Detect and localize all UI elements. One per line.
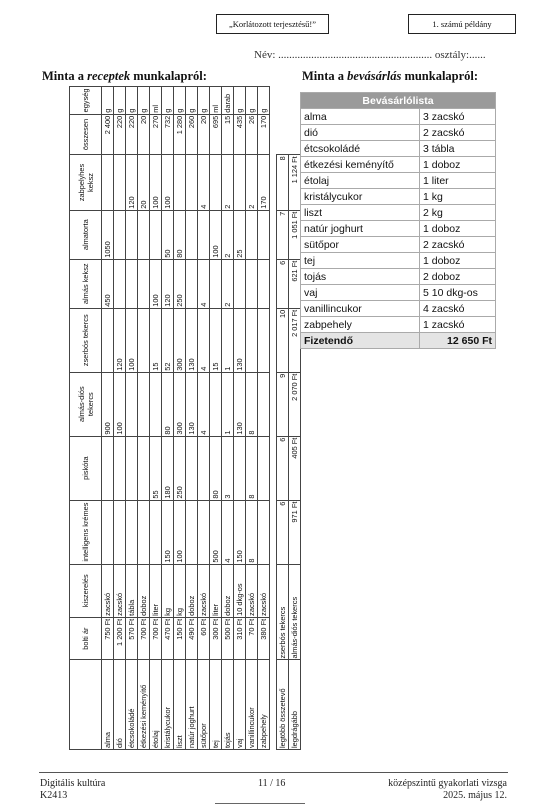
shopping-list-row <box>301 141 496 157</box>
ingredient-name: étcsokoládé <box>126 660 138 750</box>
ingredient-count: 9 <box>277 372 289 436</box>
recipe-cost: 2 070 Ft <box>289 372 301 436</box>
spacer-cell <box>270 617 277 660</box>
recipe-amount: 100 <box>210 210 222 259</box>
ingredient-count: 6 <box>277 436 289 500</box>
measure-unit: ml <box>150 87 162 115</box>
shopping-item: étkezési keményítő <box>301 157 420 173</box>
recipe-amount <box>246 308 258 372</box>
recipe-amount <box>234 436 246 500</box>
recipe-amount: 4 <box>198 372 210 436</box>
recipe-amount: 100 <box>174 500 186 564</box>
shopping-list-row <box>301 237 496 253</box>
measure-unit: ml <box>210 87 222 115</box>
ingredient-row <box>114 87 126 750</box>
recipe-amount: 15 <box>210 308 222 372</box>
recipe-cost-row <box>289 87 301 750</box>
shopping-quantity: 1 liter <box>420 173 496 189</box>
recipe-cost: 1 124 Ft <box>289 155 301 210</box>
measure-unit: g <box>186 87 198 115</box>
recipe-amount <box>246 259 258 308</box>
recipe-amount <box>210 155 222 210</box>
recipe-amount <box>138 436 150 500</box>
recipe-amount <box>102 436 114 500</box>
total-amount: 1 280 <box>174 114 186 155</box>
recipe-amount: 3 <box>222 436 234 500</box>
package-unit: zacskó <box>258 564 270 617</box>
package-unit: 10 dkg-os <box>234 564 246 617</box>
shopping-item: tojás <box>301 269 420 285</box>
recipe-table-frame <box>69 86 299 750</box>
shop-price: 380 Ft <box>258 617 270 660</box>
ingredient-row <box>162 87 174 750</box>
spacer-cell <box>270 436 277 500</box>
recipe-amount: 1050 <box>102 210 114 259</box>
recipe-cost: 1 051 Ft <box>289 210 301 259</box>
recipe-amount <box>186 259 198 308</box>
spacer-cell <box>270 372 277 436</box>
measure-unit: g <box>114 87 126 115</box>
recipe-amount: 55 <box>150 436 162 500</box>
shopping-item: liszt <box>301 205 420 221</box>
spacer-cell <box>270 210 277 259</box>
shopping-quantity: 1 doboz <box>420 221 496 237</box>
package-unit: liter <box>150 564 162 617</box>
recipe-amount: 150 <box>162 500 174 564</box>
spacer-cell <box>270 564 277 617</box>
measure-unit: g <box>126 87 138 115</box>
ingredient-count: 7 <box>277 210 289 259</box>
measure-unit: g <box>174 87 186 115</box>
shopping-list-title: Bevásárlólista <box>301 93 496 109</box>
shopping-item: étcsokoládé <box>301 141 420 157</box>
recipe-amount <box>258 308 270 372</box>
recipe-amount: 80 <box>210 436 222 500</box>
package-unit: zacskó <box>246 564 258 617</box>
recipe-amount: 2 <box>222 155 234 210</box>
recipe-amount <box>258 436 270 500</box>
column-header: bolti ár <box>70 617 102 660</box>
total-amount: 270 <box>150 114 162 155</box>
ingredient-row <box>198 87 210 750</box>
recipe-amount: 100 <box>126 308 138 372</box>
shopping-item: dió <box>301 125 420 141</box>
recipe-amount: 120 <box>162 259 174 308</box>
package-unit: doboz <box>222 564 234 617</box>
recipe-amount <box>258 210 270 259</box>
total-amount: 26 <box>246 114 258 155</box>
spacer-cell <box>270 259 277 308</box>
ingredient-row <box>174 87 186 750</box>
ingredient-count: 8 <box>277 155 289 210</box>
copy-number-label: 1. számú példány <box>408 14 516 34</box>
ingredient-name: alma <box>102 660 114 750</box>
shopping-item: natúr joghurt <box>301 221 420 237</box>
recipe-amount <box>102 155 114 210</box>
shopping-quantity: 2 kg <box>420 205 496 221</box>
recipe-amount: 900 <box>102 372 114 436</box>
blank-cell <box>289 87 301 115</box>
package-unit: zacskó <box>114 564 126 617</box>
recipe-amount <box>150 210 162 259</box>
shopping-list-row <box>301 317 496 333</box>
ingredient-row <box>102 87 114 750</box>
recipe-cost: 2 017 Ft <box>289 308 301 372</box>
ingredient-count: 6 <box>277 500 289 564</box>
recipe-amount <box>102 500 114 564</box>
ingredient-count: 10 <box>277 308 289 372</box>
recipe-amount <box>234 155 246 210</box>
column-header: almás-diós tekercs <box>70 372 102 436</box>
recipe-amount: 130 <box>234 372 246 436</box>
shopping-item: étolaj <box>301 173 420 189</box>
recipes-heading: Minta a receptek munkalapról: <box>42 69 207 83</box>
shopping-quantity: 3 tábla <box>420 141 496 157</box>
measure-unit: g <box>258 87 270 115</box>
recipe-amount <box>138 210 150 259</box>
ingredient-count: 6 <box>277 259 289 308</box>
shop-price: 570 Ft <box>126 617 138 660</box>
recipe-amount: 150 <box>234 500 246 564</box>
ingredient-name: vaj <box>234 660 246 750</box>
total-amount: 260 <box>186 114 198 155</box>
shop-price: 490 Ft <box>186 617 198 660</box>
shopping-heading: Minta a bevásárlás munkalapról: <box>302 69 479 83</box>
recipe-amount <box>126 436 138 500</box>
column-header: kiszerelés <box>70 564 102 617</box>
recipe-amount <box>258 259 270 308</box>
header-ingredient-blank <box>70 660 102 750</box>
spacer-cell <box>270 87 277 115</box>
shopping-list-row <box>301 125 496 141</box>
blank-cell <box>277 114 289 155</box>
ingredient-row <box>138 87 150 750</box>
shopping-item: tej <box>301 253 420 269</box>
total-amount: 2 400 <box>102 114 114 155</box>
recipe-amount: 4 <box>198 259 210 308</box>
recipe-amount: 120 <box>126 155 138 210</box>
shop-price: 700 Ft <box>150 617 162 660</box>
shopping-list-row <box>301 109 496 125</box>
total-amount: 20 <box>198 114 210 155</box>
recipe-amount <box>114 259 126 308</box>
shopping-quantity: 2 doboz <box>420 269 496 285</box>
ingredient-row <box>126 87 138 750</box>
spacer-cell <box>270 500 277 564</box>
package-unit: tábla <box>126 564 138 617</box>
spacer-cell <box>270 308 277 372</box>
recipe-table <box>69 86 301 750</box>
recipe-amount: 1 <box>222 372 234 436</box>
blank-cell <box>277 87 289 115</box>
recipe-amount: 8 <box>246 500 258 564</box>
shopping-quantity: 4 zacskó <box>420 301 496 317</box>
recipe-cost: 621 Ft <box>289 259 301 308</box>
ingredient-row <box>210 87 222 750</box>
shopping-list-row <box>301 205 496 221</box>
recipe-amount <box>138 500 150 564</box>
shop-price: 1 200 Ft <box>114 617 126 660</box>
ingredient-row <box>186 87 198 750</box>
recipe-amount <box>126 210 138 259</box>
recipe-amount: 100 <box>150 259 162 308</box>
footer-underline <box>215 803 305 804</box>
most-expensive-label: legdrágább <box>289 660 301 750</box>
total-amount: 695 <box>210 114 222 155</box>
recipe-amount: 80 <box>174 210 186 259</box>
recipe-amount: 50 <box>162 210 174 259</box>
recipe-cost: 971 Ft <box>289 500 301 564</box>
shop-price: 750 Ft <box>102 617 114 660</box>
shopping-quantity: 3 zacskó <box>420 109 496 125</box>
shop-price: 700 Ft <box>138 617 150 660</box>
shopping-item: sütőpor <box>301 237 420 253</box>
shopping-list-row <box>301 253 496 269</box>
shopping-quantity: 1 kg <box>420 189 496 205</box>
recipe-amount: 4 <box>222 500 234 564</box>
column-header: intelligens krémes <box>70 500 102 564</box>
recipe-amount: 25 <box>234 210 246 259</box>
recipe-amount <box>246 210 258 259</box>
recipe-amount: 100 <box>114 372 126 436</box>
recipe-amount: 80 <box>162 372 174 436</box>
recipe-amount <box>258 500 270 564</box>
spacer-cell <box>270 114 277 155</box>
shopping-item: kristálycukor <box>301 189 420 205</box>
footer-exam-type: középszintű gyakorlati vizsga <box>388 778 507 789</box>
recipe-amount <box>258 372 270 436</box>
recipe-amount: 2 <box>222 259 234 308</box>
recipe-amount <box>138 372 150 436</box>
ingredient-count-row <box>277 87 289 750</box>
shopping-list-row <box>301 173 496 189</box>
recipe-amount: 4 <box>198 155 210 210</box>
recipe-amount <box>102 308 114 372</box>
total-amount: 15 <box>222 114 234 155</box>
ingredient-row <box>234 87 246 750</box>
ingredient-name: natúr joghurt <box>186 660 198 750</box>
package-unit: kg <box>162 564 174 617</box>
package-unit: zacskó <box>198 564 210 617</box>
shopping-item: vanillincukor <box>301 301 420 317</box>
recipe-amount: 130 <box>186 308 198 372</box>
measure-unit: g <box>234 87 246 115</box>
spacer-cell <box>270 155 277 210</box>
recipe-amount <box>186 155 198 210</box>
recipe-amount <box>138 308 150 372</box>
ingredient-name: vanillincukor <box>246 660 258 750</box>
shopping-list-row <box>301 301 496 317</box>
recipe-amount <box>150 500 162 564</box>
recipe-amount: 52 <box>162 308 174 372</box>
shopping-list-row <box>301 269 496 285</box>
total-amount: 435 <box>234 114 246 155</box>
measure-unit: g <box>102 87 114 115</box>
shopping-list-row <box>301 157 496 173</box>
shop-price: 500 Ft <box>222 617 234 660</box>
measure-unit: g <box>162 87 174 115</box>
ingredient-row <box>246 87 258 750</box>
column-header: összesen <box>70 114 102 155</box>
ingredient-name: zabpehely <box>258 660 270 750</box>
recipe-amount: 100 <box>150 155 162 210</box>
recipe-amount: 120 <box>114 308 126 372</box>
recipe-amount <box>114 436 126 500</box>
shopping-list-row <box>301 285 496 301</box>
ingredient-row <box>150 87 162 750</box>
recipe-amount: 130 <box>186 372 198 436</box>
recipe-amount: 300 <box>174 308 186 372</box>
recipe-amount <box>186 210 198 259</box>
recipe-amount: 1 <box>222 308 234 372</box>
most-ingredients-label: legtöbb összetevő <box>277 660 289 750</box>
blank-cell <box>289 114 301 155</box>
shopping-list-row <box>301 221 496 237</box>
package-unit: doboz <box>186 564 198 617</box>
recipe-amount <box>114 155 126 210</box>
recipe-amount <box>198 436 210 500</box>
most-expensive-value: almás-diós tekercs <box>289 564 301 660</box>
ingredient-name: dió <box>114 660 126 750</box>
column-header: egység <box>70 87 102 115</box>
ingredient-name: liszt <box>174 660 186 750</box>
recipe-amount <box>186 436 198 500</box>
recipe-amount <box>114 500 126 564</box>
footer-code: K2413 <box>40 790 68 801</box>
shopping-total-row <box>301 333 496 349</box>
shopping-quantity: 1 zacskó <box>420 317 496 333</box>
column-header: zabpelyhes keksz <box>70 155 102 210</box>
ingredient-name: tojás <box>222 660 234 750</box>
recipe-amount: 4 <box>198 308 210 372</box>
column-header: piskóta <box>70 436 102 500</box>
total-amount: 220 <box>126 114 138 155</box>
recipe-amount <box>174 155 186 210</box>
footer-rule <box>39 772 508 773</box>
name-class-line: Név: ........................................................ osztály:...... <box>254 49 486 61</box>
recipe-amount: 180 <box>162 436 174 500</box>
total-label: Fizetendő <box>301 333 420 349</box>
total-amount: 170 <box>258 114 270 155</box>
recipe-amount: 300 <box>174 372 186 436</box>
recipe-amount <box>126 500 138 564</box>
recipe-amount <box>150 372 162 436</box>
shopping-quantity: 2 zacskó <box>420 237 496 253</box>
recipe-amount: 250 <box>174 436 186 500</box>
recipe-amount: 100 <box>162 155 174 210</box>
recipe-amount: 8 <box>246 372 258 436</box>
recipe-amount <box>210 372 222 436</box>
most-ingredients-value: zserbós tekercs <box>277 564 289 660</box>
recipe-amount <box>198 210 210 259</box>
total-amount: 20 <box>138 114 150 155</box>
restricted-distribution-label: „Korlátozott terjesztésű!” <box>216 14 329 34</box>
package-unit: liter <box>210 564 222 617</box>
shop-price: 150 Ft <box>174 617 186 660</box>
column-header: almatorta <box>70 210 102 259</box>
spacer-row <box>270 87 277 750</box>
shopping-quantity: 5 10 dkg-os <box>420 285 496 301</box>
recipe-amount <box>186 500 198 564</box>
ingredient-name: tej <box>210 660 222 750</box>
shopping-item: vaj <box>301 285 420 301</box>
shop-price: 470 Ft <box>162 617 174 660</box>
shopping-item: alma <box>301 109 420 125</box>
recipe-amount <box>126 372 138 436</box>
shop-price: 70 Ft <box>246 617 258 660</box>
shopping-quantity: 1 doboz <box>420 253 496 269</box>
recipe-amount <box>138 259 150 308</box>
spacer-cell <box>270 660 277 750</box>
ingredient-name: sütőpor <box>198 660 210 750</box>
recipe-amount <box>210 259 222 308</box>
ingredient-name: étolaj <box>150 660 162 750</box>
footer-exam-date: 2025. május 12. <box>443 790 507 801</box>
shop-price: 310 Ft <box>234 617 246 660</box>
ingredient-name: étkezési keményítő <box>138 660 150 750</box>
recipe-amount: 15 <box>150 308 162 372</box>
recipe-cost: 405 Ft <box>289 436 301 500</box>
measure-unit: g <box>246 87 258 115</box>
shopping-list-row <box>301 189 496 205</box>
measure-unit: g <box>198 87 210 115</box>
column-header: almás keksz <box>70 259 102 308</box>
column-header: zserbós tekercs <box>70 308 102 372</box>
footer-subject: Digitális kultúra <box>40 778 106 789</box>
package-unit: kg <box>174 564 186 617</box>
recipe-amount: 450 <box>102 259 114 308</box>
shop-price: 300 Ft <box>210 617 222 660</box>
package-unit: zacskó <box>102 564 114 617</box>
total-amount: 12 650 Ft <box>420 333 496 349</box>
shopping-quantity: 1 doboz <box>420 157 496 173</box>
recipe-amount: 2 <box>222 210 234 259</box>
recipe-amount: 2 <box>246 155 258 210</box>
total-amount: 732 <box>162 114 174 155</box>
ingredient-name: kristálycukor <box>162 660 174 750</box>
recipe-amount: 250 <box>174 259 186 308</box>
recipe-amount <box>234 259 246 308</box>
measure-unit: g <box>138 87 150 115</box>
package-unit: doboz <box>138 564 150 617</box>
ingredient-row <box>258 87 270 750</box>
recipe-amount <box>126 259 138 308</box>
recipe-amount: 130 <box>234 308 246 372</box>
recipe-amount: 500 <box>210 500 222 564</box>
shop-price: 60 Ft <box>198 617 210 660</box>
recipe-amount: 8 <box>246 436 258 500</box>
total-amount: 220 <box>114 114 126 155</box>
ingredient-row <box>222 87 234 750</box>
shopping-list-table <box>300 92 496 349</box>
recipe-amount: 170 <box>258 155 270 210</box>
recipe-amount <box>198 500 210 564</box>
shopping-quantity: 2 zacskó <box>420 125 496 141</box>
shopping-item: zabpehely <box>301 317 420 333</box>
recipe-amount <box>114 210 126 259</box>
footer-page-number: 11 / 16 <box>258 778 286 789</box>
measure-unit: darab <box>222 87 234 115</box>
recipe-amount: 20 <box>138 155 150 210</box>
